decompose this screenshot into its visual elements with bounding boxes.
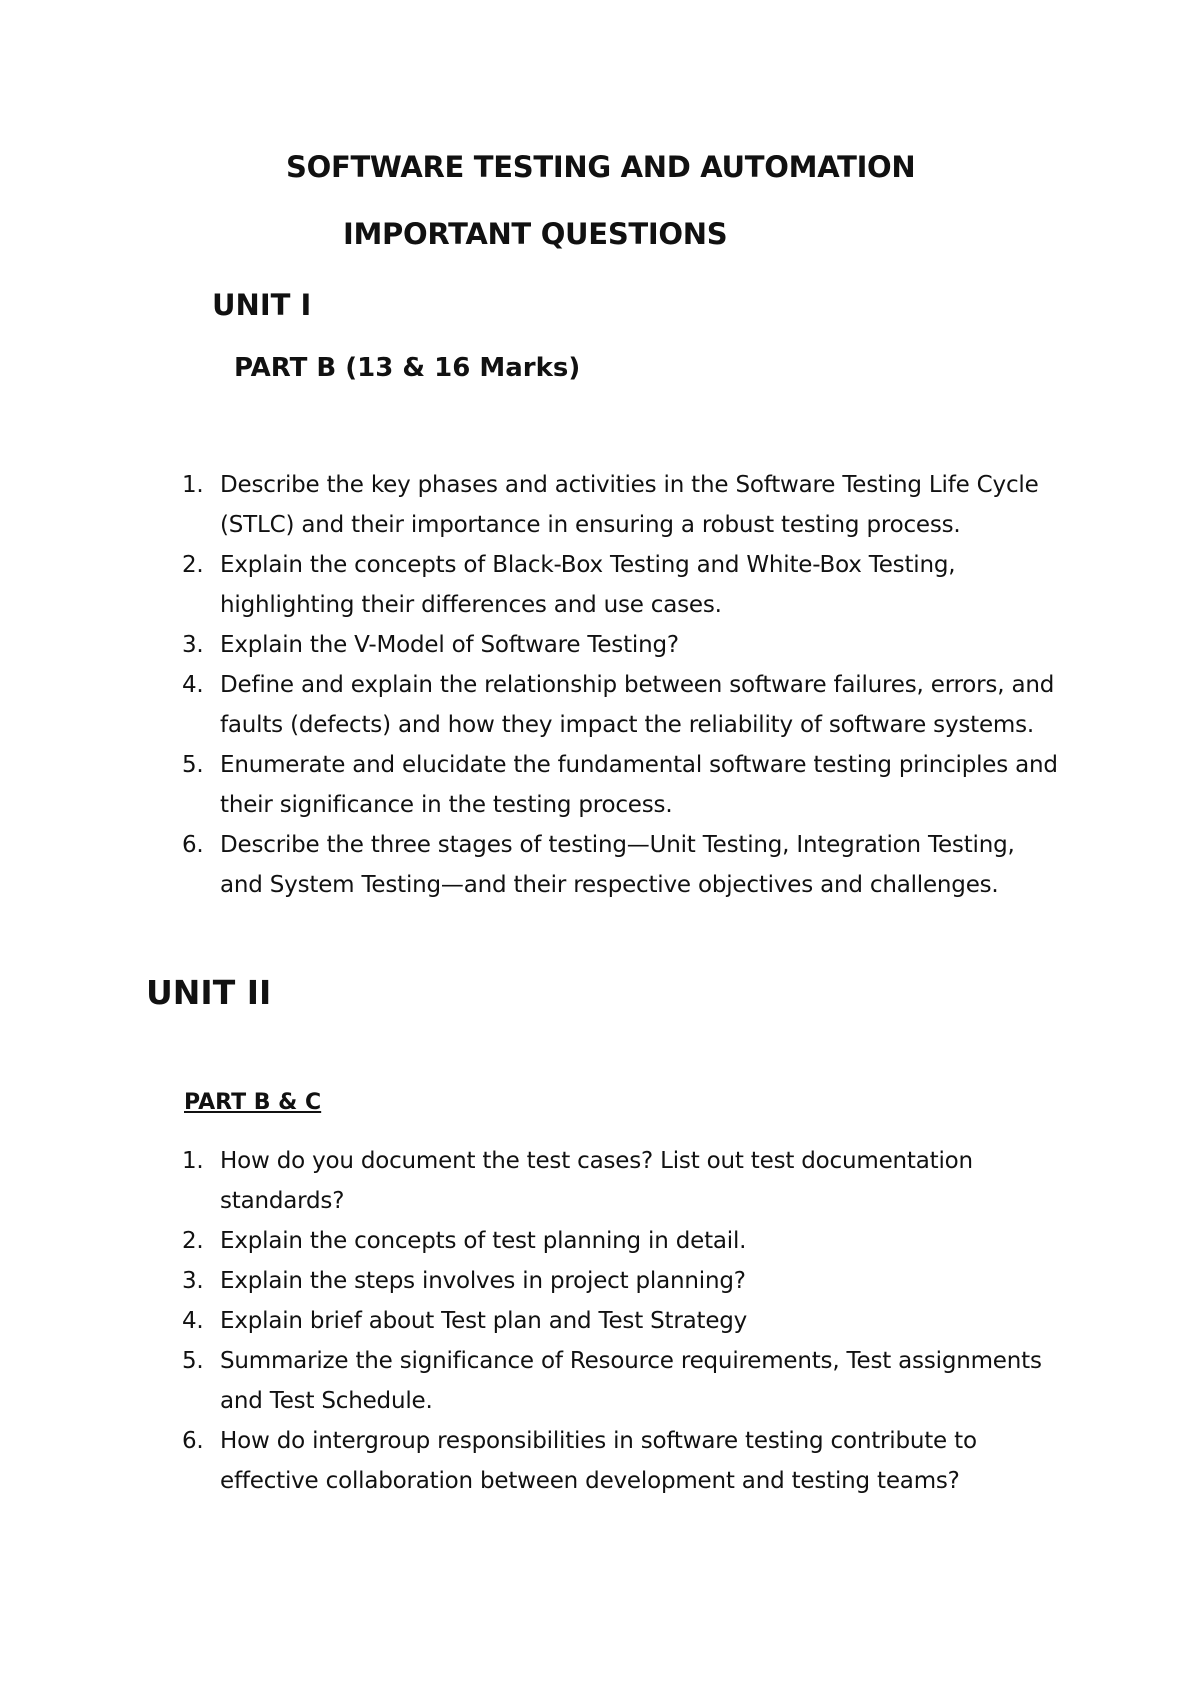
question-item (182, 465, 1062, 545)
unit-1-heading: UNIT I (212, 288, 312, 322)
question-text: Describe the key phases and activities in the Software Testing Life Cycle (STLC) and their importance in ensuring a robust testing process. (220, 472, 1039, 538)
unit-2-part-heading: PART B & C (184, 1090, 322, 1115)
question-number: 2. (182, 1228, 204, 1254)
question-number: 5. (182, 752, 204, 778)
question-item (182, 1141, 1062, 1221)
document-subtitle: IMPORTANT QUESTIONS (343, 217, 728, 251)
question-number: 1. (182, 472, 204, 498)
question-text: Explain the concepts of Black-Box Testing and White-Box Testing, highlighting their differences and use cases. (220, 552, 956, 618)
question-text: Explain the steps involves in project planning? (220, 1268, 746, 1294)
unit-1-part-heading: PART B (13 & 16 Marks) (234, 353, 581, 383)
question-text: Explain the V-Model of Software Testing? (220, 632, 679, 658)
question-text: Define and explain the relationship between software failures, errors, and faults (defects) and how they impact the reliability of software systems. (220, 672, 1055, 738)
question-text: Describe the three stages of testing—Unit Testing, Integration Testing, and System Testing—and their respective objectives and challenges. (220, 832, 1015, 898)
question-number: 3. (182, 1268, 204, 1294)
question-item (182, 745, 1062, 825)
question-number: 6. (182, 832, 204, 858)
question-number: 5. (182, 1348, 204, 1374)
question-text: Enumerate and elucidate the fundamental software testing principles and their significance in the testing process. (220, 752, 1058, 818)
question-number: 6. (182, 1428, 204, 1454)
document-title: SOFTWARE TESTING AND AUTOMATION (286, 150, 916, 184)
question-text: Explain brief about Test plan and Test Strategy (220, 1308, 748, 1334)
question-text: How do you document the test cases? List out test documentation standards? (220, 1148, 973, 1214)
question-number: 1. (182, 1148, 204, 1174)
question-item (182, 665, 1062, 745)
question-number: 4. (182, 1308, 204, 1334)
question-number: 4. (182, 672, 204, 698)
unit-2-heading: UNIT II (146, 973, 272, 1012)
question-item (182, 1421, 1062, 1501)
question-item (182, 545, 1062, 625)
question-item (182, 1301, 1062, 1341)
question-text: How do intergroup responsibilities in software testing contribute to effective collaboration between development and testing teams? (220, 1428, 977, 1494)
unit-2-question-list (182, 1141, 1062, 1501)
question-number: 2. (182, 552, 204, 578)
question-item (182, 1221, 1062, 1261)
question-item (182, 1261, 1062, 1301)
question-text: Explain the concepts of test planning in detail. (220, 1228, 747, 1254)
question-text: Summarize the significance of Resource requirements, Test assignments and Test Schedule. (220, 1348, 1042, 1414)
question-number: 3. (182, 632, 204, 658)
question-item (182, 1341, 1062, 1421)
unit-1-question-list (182, 465, 1062, 905)
question-item (182, 625, 1062, 665)
question-item (182, 825, 1062, 905)
